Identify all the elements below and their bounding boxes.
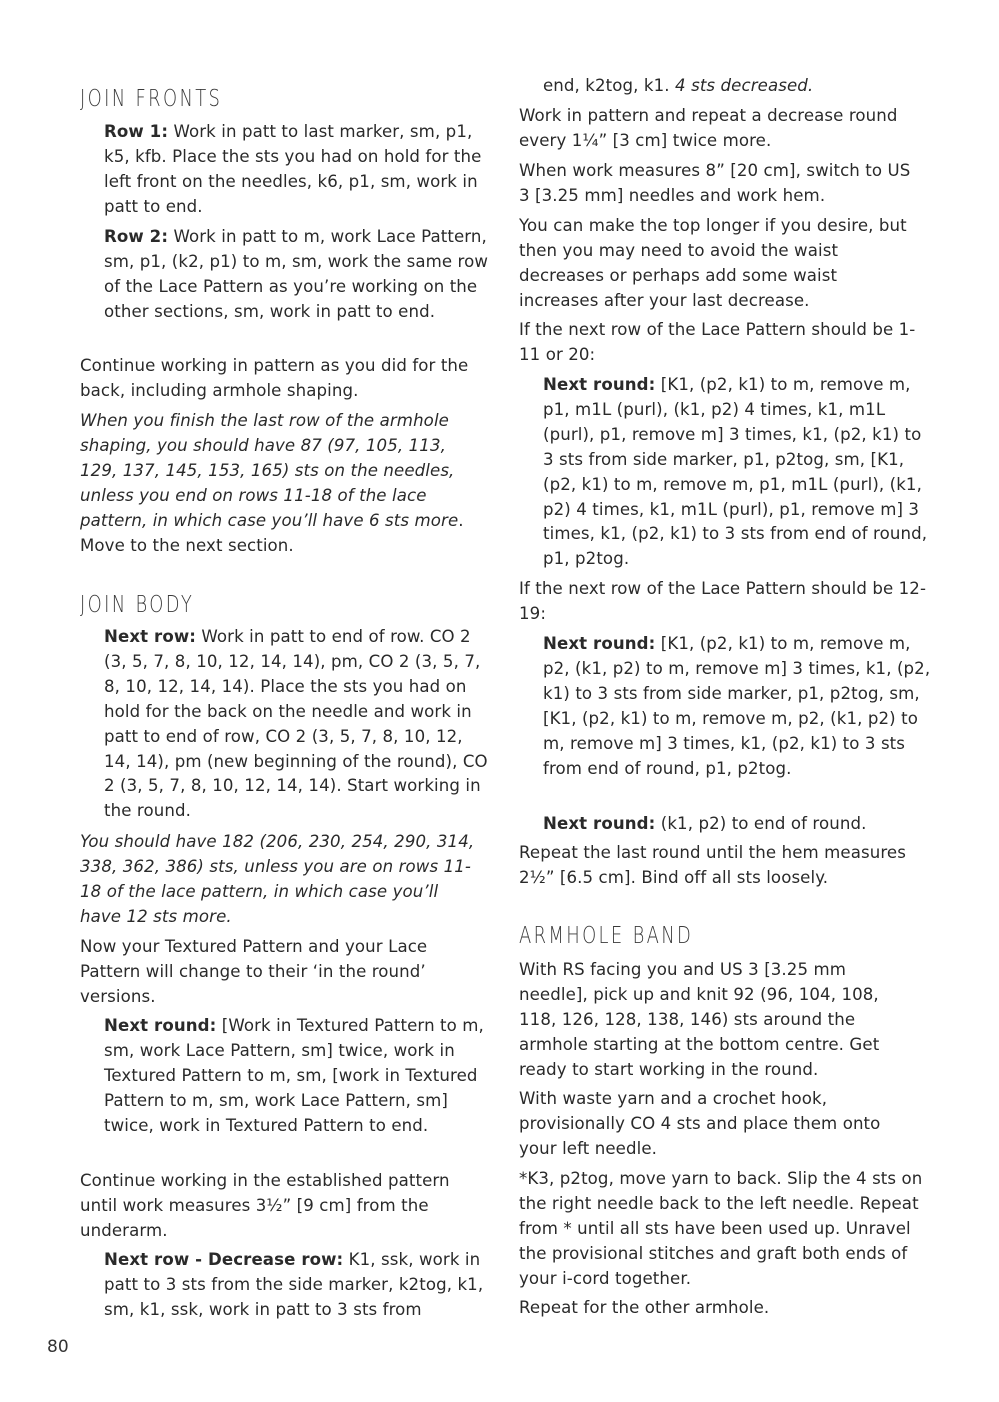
decrease-cont-plain: end, k2tog, k1. bbox=[543, 76, 676, 95]
fronts-stitch-count-note bbox=[80, 409, 488, 558]
next-round-text: [Work in Textured Pattern to m, sm, work Lace Pattern, sm] twice, work in Textured Pattern to m, sm, [work in Textured Pattern to m, sm, work Lace Pattern, sm] twice, work in Textured Pattern to end. bbox=[104, 1016, 484, 1135]
decrease-row-continuation bbox=[519, 74, 934, 99]
section-heading-join-body: JOIN BODY bbox=[80, 592, 195, 618]
switch-needles-paragraph: When work measures 8” [20 cm], switch to US 3 [3.25 mm] needles and work hem. bbox=[519, 161, 911, 205]
next-row-text: Work in patt to end of row. CO 2 (3, 5, 7, 8, 10, 12, 14, 14), pm, CO 2 (3, 5, 7, 8, 10, 12, 14, 14). Place the sts you had on hold for the back on the needle and work in patt to end of row, CO 2 (3, 5, 7, 8, 10, 12, 14, 14), pm (new beginning of the round), CO 2 (3, 5, 7, 8, 10, 12, 14, 14). Start working in the round. bbox=[104, 627, 488, 821]
next-round-b bbox=[519, 632, 934, 781]
lengthen-top-paragraph: You can make the top longer if you desire, but then you may need to avoid the waist decreases or perhaps add some waist increases after your last decrease. bbox=[519, 216, 907, 310]
next-round-a bbox=[519, 373, 934, 572]
next-round-label: Next round: bbox=[104, 1016, 217, 1035]
round-a-text: [K1, (p2, k1) to m, remove m, p1, m1L (purl), (k1, p2) 4 times, k1, m1L (purl), p1, remove m] 3 times, k1, (p2, k1) to 3 sts from side marker, p1, p2tog, sm, [K1, (p2, k1) to m, remove m, p1, m1L (purl), (k1, p2) 4 times, k1, m1L (purl), p1, remove m] 3 times, k1, (p2, k1) to 3 sts from end of round, p1, p2tog. bbox=[543, 375, 928, 569]
fronts-continue-paragraph: Continue working in pattern as you did for the back, including armhole shaping. bbox=[80, 356, 469, 400]
lace-rows-1-11-20-paragraph: If the next row of the Lace Pattern should be 1-11 or 20: bbox=[519, 320, 916, 364]
decrease-row-text: K1, ssk, work in patt to 3 sts from the side marker, k2tog, k1, sm, k1, ssk, work in patt to 3 sts from bbox=[104, 1250, 484, 1319]
row1-instruction bbox=[80, 120, 490, 220]
repeat-decrease-paragraph: Work in pattern and repeat a decrease round every 1¼” [3 cm] twice more. bbox=[519, 106, 898, 150]
row1-text: Work in patt to last marker, sm, p1, k5, kfb. Place the sts you had on hold for the left front on the needles, k6, p1, sm, work in patt to end. bbox=[104, 122, 482, 216]
decrease-cont-italic: 4 sts decreased. bbox=[675, 76, 814, 95]
decrease-row-instruction bbox=[80, 1248, 490, 1323]
round-c-label: Next round: bbox=[543, 814, 656, 833]
fronts-note-plain: . Move to the next section. bbox=[80, 510, 464, 555]
round-a-label: Next round: bbox=[543, 375, 656, 394]
section-heading-armhole-band: ARMHOLE BAND bbox=[519, 923, 694, 949]
body-continue-paragraph: Continue working in the established pattern until work measures 3½” [9 cm] from the underarm. bbox=[80, 1171, 450, 1240]
armhole-pickup-paragraph: With RS facing you and US 3 [3.25 mm needle], pick up and knit 92 (96, 104, 108, 118, 126, 128, 138, 146) sts around the armhole starting at the bottom centre. Get ready to start working in the round. bbox=[519, 960, 880, 1079]
page-number: 80 bbox=[47, 1337, 69, 1357]
round-b-text: [K1, (p2, k1) to m, remove m, p2, (k1, p2) to m, remove m] 3 times, k1, (p2, k1) to 3 sts from side marker, p1, p2tog, sm, [K1, (p2, k1) to m, remove m, p2, (k1, p2) to m, remove m] 3 times, k1, (p2, k1) to 3 sts from end of round, p1, p2tog. bbox=[543, 634, 931, 778]
next-round-c bbox=[519, 812, 934, 837]
join-body-next-row bbox=[80, 625, 490, 824]
fronts-note-italic: When you finish the last row of the armhole shaping, you should have 87 (97, 105, 113, 129, 137, 145, 153, 165) sts on the needles, unless you end on rows 11-18 of the lace pattern, in which case you’ll have 6 sts more bbox=[80, 411, 459, 530]
body-stitch-count-note: You should have 182 (206, 230, 254, 290, 314, 338, 362, 386) sts, unless you are on rows 11-18 of the lace pattern, in which case you’ll have 12 sts more. bbox=[80, 832, 475, 926]
lace-rows-12-19-paragraph: If the next row of the Lace Pattern should be 12-19: bbox=[519, 579, 927, 623]
provisional-cast-on-paragraph: With waste yarn and a crochet hook, provisionally CO 4 sts and place them onto your left needle. bbox=[519, 1089, 881, 1158]
row2-instruction bbox=[80, 225, 490, 325]
row2-label: Row 2: bbox=[104, 227, 169, 246]
row1-label: Row 1: bbox=[104, 122, 169, 141]
row2-text: Work in patt to m, work Lace Pattern, sm, p1, (k2, p1) to m, sm, work the same row of the Lace Pattern as you’re working on the other sections, sm, work in patt to end. bbox=[104, 227, 489, 321]
round-b-label: Next round: bbox=[543, 634, 656, 653]
decrease-row-label: Next row - Decrease row: bbox=[104, 1250, 344, 1269]
round-c-text: (k1, p2) to end of round. bbox=[655, 814, 867, 833]
join-body-next-round bbox=[80, 1014, 490, 1139]
next-row-label: Next row: bbox=[104, 627, 197, 646]
section-heading-join-fronts: JOIN FRONTS bbox=[80, 86, 223, 112]
hem-paragraph: Repeat the last round until the hem measures 2½” [6.5 cm]. Bind off all sts loosely. bbox=[519, 843, 906, 887]
repeat-armhole-paragraph: Repeat for the other armhole. bbox=[519, 1298, 770, 1317]
in-the-round-paragraph: Now your Textured Pattern and your Lace Pattern will change to their ‘in the round’ versions. bbox=[80, 937, 428, 1006]
i-cord-paragraph: *K3, p2tog, move yarn to back. Slip the 4 sts on the right needle back to the left needle. Repeat from * until all sts have been used up. Unravel the provisional stitches and graft both ends of your i-cord together. bbox=[519, 1169, 923, 1288]
